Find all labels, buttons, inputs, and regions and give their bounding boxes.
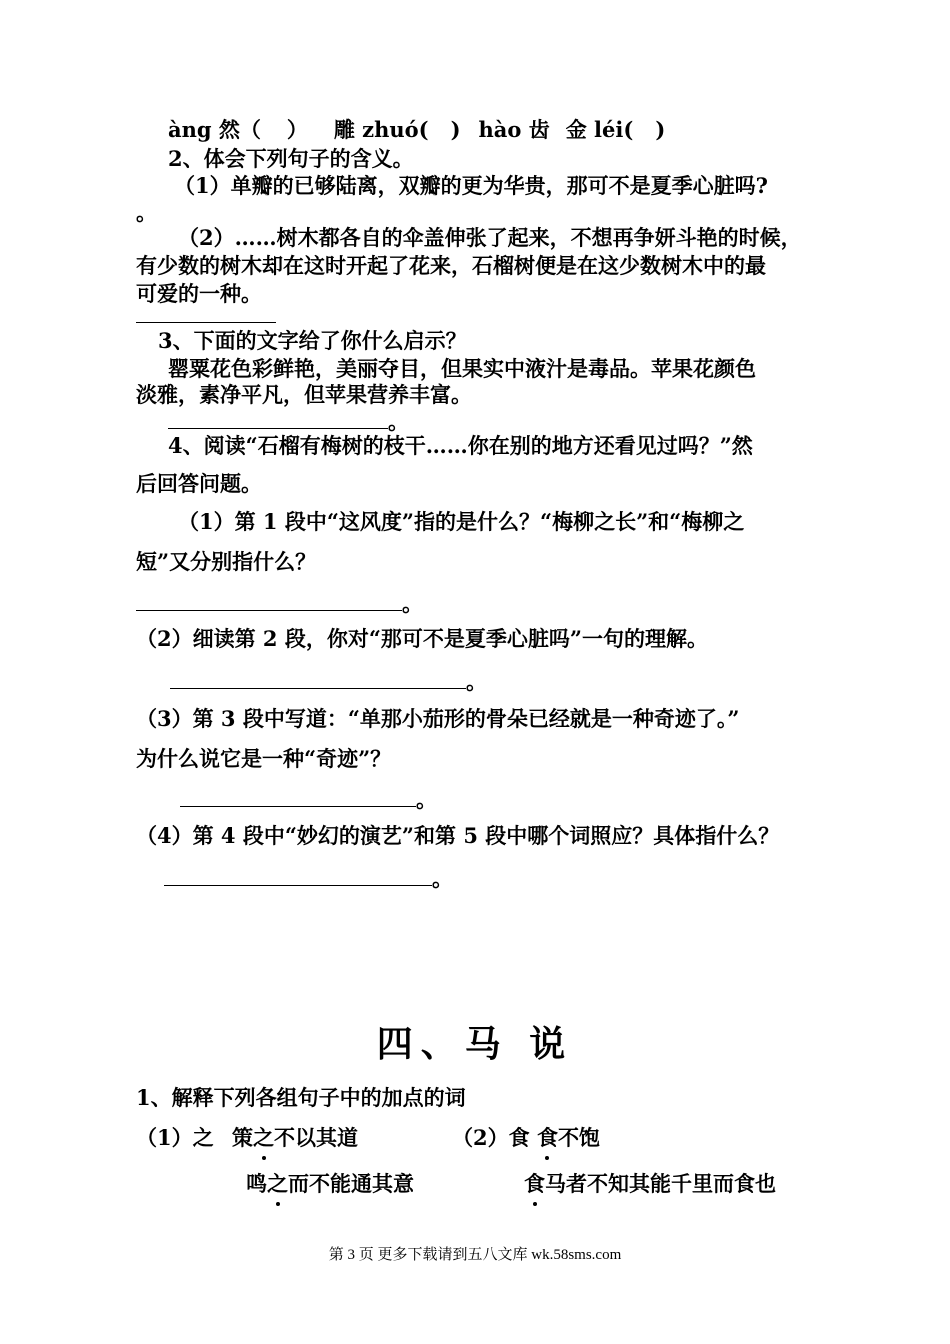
q4-sub2: （2）细读第 2 段，你对“那可不是夏季心脏吗”一句的理解。 — [136, 626, 709, 651]
item2-label: （2）食 食不饱 — [452, 1125, 600, 1150]
dotted-word: 之 — [253, 1125, 274, 1150]
q4-sub1-answer-line[interactable]: 。 — [136, 590, 423, 618]
item2-sentence-b: 食马者不知其能千里而食也 — [524, 1171, 776, 1196]
q4-heading-line-2: 后回答问题。 — [136, 471, 262, 496]
pinyin-lei: 金 léi( — [565, 117, 634, 142]
q4-sub1-line-1: （1）第 1 段中“这风度”指的是什么？“梅柳之长”和“梅柳之 — [178, 509, 745, 534]
pinyin-zhuo-close: ) — [450, 117, 461, 142]
pinyin-ang-close: ） — [286, 117, 308, 142]
section-title: 四、马 说 — [376, 1023, 574, 1065]
q2-sentence-2-line-2: 有少数的树木却在这时开起了花来，石榴树便是在这少数树木中的最 — [136, 253, 766, 278]
q3-heading: 3、下面的文字给了你什么启示？ — [158, 328, 467, 353]
q2-sentence-1: （1）单瓣的已够陆离，双瓣的更为华贵，那可不是夏季心脏吗? — [174, 173, 768, 198]
item1-label: （1）之 — [136, 1125, 214, 1150]
page-footer: 第 3 页 更多下载请到五八文库 wk.58sms.com — [328, 1247, 622, 1263]
q4-sub1-line-2: 短”又分别指什么？ — [136, 549, 317, 574]
q3-answer-line[interactable]: 。 — [168, 408, 409, 436]
pinyin-hao: hào 齿 — [478, 117, 550, 142]
q2-sentence-2-line-3: 可爱的一种。 — [136, 281, 262, 306]
q4-sub4-answer-line[interactable]: 。 — [164, 865, 453, 893]
q2-sentence-2-line-1: （2）……树木都各自的伞盖伸张了起来，不想再争妍斗艳的时候， — [178, 225, 802, 250]
q4-sub3-line-1: （3）第 3 段中写道：“单那小茄形的骨朵已经就是一种奇迹了。” — [136, 706, 740, 731]
q4-sub4: （4）第 4 段中“妙幻的演艺”和第 5 段中哪个词照应？具体指什么？ — [136, 823, 780, 848]
q4-sub3-line-2: 为什么说它是一种“奇迹”？ — [136, 746, 392, 771]
q4-sub2-answer-line[interactable]: 。 — [170, 668, 487, 696]
pinyin-ang: àng 然（ — [168, 117, 261, 142]
q3-text-line-1: 罂粟花色彩鲜艳，美丽夺目，但果实中液汁是毒品。苹果花颜色 — [168, 356, 756, 381]
pinyin-line — [168, 116, 665, 144]
item1-sentence-a: 策之不以其道 — [232, 1125, 358, 1150]
pinyin-zhuo: 雕 zhuó( — [333, 117, 429, 142]
q3-text-line-2: 淡雅，素净平凡，但苹果营养丰富。 — [136, 382, 472, 407]
q2-answer-line[interactable] — [136, 302, 276, 330]
pinyin-lei-close: ) — [655, 117, 666, 142]
dotted-word: 之 — [267, 1171, 288, 1196]
q2-sentence-1-end: 。 — [136, 200, 157, 225]
q4-sub3-answer-line[interactable]: 。 — [180, 786, 437, 814]
section-q1-heading: 1、解释下列各组句子中的加点的词 — [136, 1085, 466, 1110]
dotted-word: 食 — [536, 1125, 558, 1150]
q4-heading-line-1: 4、阅读“石榴有梅树的枝干……你在别的地方还看见过吗？”然 — [168, 433, 753, 458]
item1-sentence-b: 鸣之而不能通其意 — [246, 1171, 414, 1196]
dotted-word: 食 — [524, 1171, 545, 1196]
q2-heading: 2、体会下列句子的含义。 — [168, 146, 414, 171]
